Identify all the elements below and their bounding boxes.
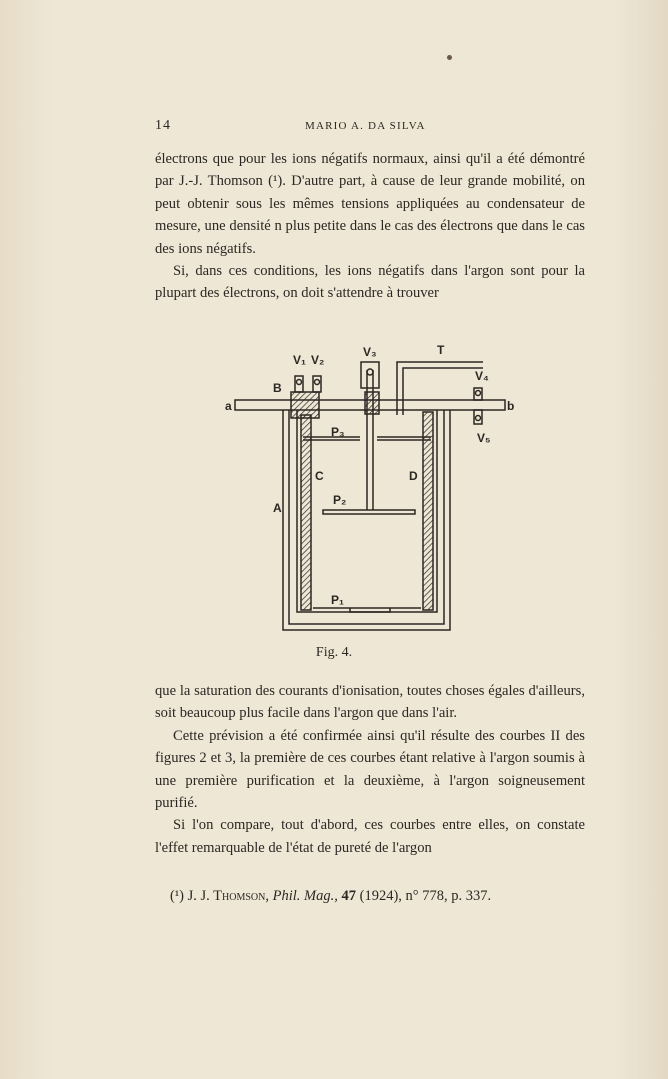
page-number: 14 bbox=[155, 118, 171, 133]
paragraph: Cette prévision a été confirmée ainsi qu'il résulte des courbes II des figures 2 et 3, la première de ces courbes étant relative à l'argon soumis à une première purification et la deuxième, à l'argon soigneusement purifié. bbox=[155, 727, 585, 812]
label-p2: P₂ bbox=[333, 493, 347, 507]
paragraph: que la saturation des courants d'ionisation, toutes choses égales d'ailleurs, soit beaucoup plus facile dans l'argon que dans l'air. bbox=[155, 683, 585, 722]
label-b: B bbox=[273, 381, 282, 395]
label-v4: V₄ bbox=[475, 369, 489, 383]
paragraph: Si l'on compare, tout d'abord, ces courbes entre elles, on constate l'effet remarquable de l'état de pureté de l'argon bbox=[155, 817, 585, 856]
text-block-bottom bbox=[155, 680, 585, 859]
label-v3: V₃ bbox=[363, 345, 377, 359]
label-v1: V₁ bbox=[293, 353, 306, 367]
footnote-mark: (¹) bbox=[170, 888, 185, 904]
paragraph: Si, dans ces conditions, les ions négatifs dans l'argon sont pour la plupart des électrons, on doit s'attendre à trouver bbox=[155, 263, 585, 302]
label-b-lower: b bbox=[507, 399, 515, 413]
label-v5: V₅ bbox=[477, 431, 491, 445]
page-header bbox=[155, 118, 585, 136]
text-block-top bbox=[155, 148, 585, 305]
footnote bbox=[170, 888, 590, 905]
label-t: T bbox=[437, 343, 445, 357]
plate-p2 bbox=[323, 510, 415, 514]
insulator-d bbox=[423, 412, 433, 610]
footnote-volume: 47 bbox=[341, 888, 356, 904]
label-a-lower: a bbox=[225, 399, 232, 413]
footnote-journal: Phil. Mag., bbox=[272, 888, 338, 904]
label-v2: V₂ bbox=[311, 353, 325, 367]
footnote-rest: (1924), n° 778, p. 337. bbox=[359, 888, 492, 904]
running-title: MARIO A. DA SILVA bbox=[305, 120, 426, 132]
label-a: A bbox=[273, 501, 282, 515]
tube-t bbox=[397, 362, 483, 415]
apparatus-figure bbox=[205, 340, 535, 640]
insulator-c bbox=[301, 415, 311, 610]
label-p1: P₁ bbox=[331, 593, 344, 607]
insulator-b bbox=[291, 392, 319, 418]
label-d: D bbox=[409, 469, 418, 483]
footnote-author: J. J. Thomson, bbox=[187, 888, 269, 904]
ink-spot bbox=[447, 55, 452, 60]
label-c: C bbox=[315, 469, 324, 483]
label-p3: P₃ bbox=[331, 425, 345, 439]
figure-caption: Fig. 4. bbox=[315, 645, 353, 660]
paragraph: électrons que pour les ions négatifs normaux, ainsi qu'il a été démontré par J.-J. Thomson (¹). D'autre part, à cause de leur grande mobilité, on peut obtenir sous les mêmes tensions appliquées au condensateur de mesure, une densité n plus petite dans le cas des électrons que dans le cas des ions négatifs. bbox=[155, 151, 585, 257]
